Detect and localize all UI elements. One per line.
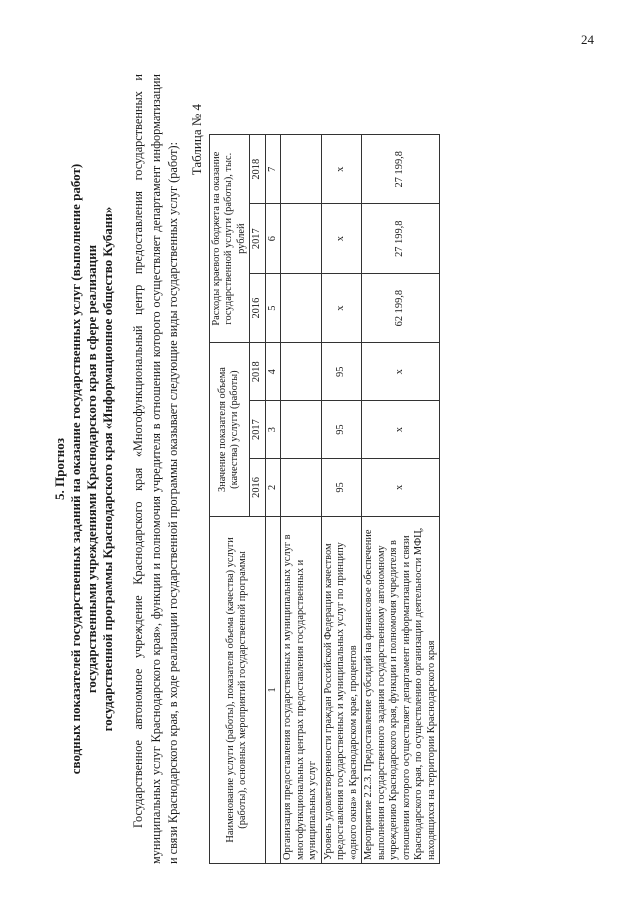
title-line-2: сводных показателей государственных заданий на оказание государственных услуг (выполнение работ)	[68, 163, 83, 774]
table-cell: x	[321, 273, 362, 342]
table-cell: 95	[321, 400, 362, 458]
col-number: 4	[265, 342, 281, 400]
table-cell: 95	[321, 342, 362, 400]
header-year: 2018	[250, 134, 266, 203]
col-number: 6	[265, 203, 281, 272]
forecast-table	[209, 134, 441, 864]
row-name: Организация предоставления государственных и муниципальных услуг в многофункциональных центрах предоставления государственных и муниципальных услуг	[281, 516, 322, 863]
table-cell: x	[321, 203, 362, 272]
table-cell	[281, 400, 322, 458]
table-cell: 27 199,8	[362, 134, 440, 203]
table-cell	[281, 273, 322, 342]
col-number: 2	[265, 458, 281, 516]
title-line-1: 5. Прогноз	[52, 437, 67, 500]
header-year: 2018	[250, 342, 266, 400]
header-year: 2017	[250, 203, 266, 272]
row-name: Уровень удовлетворенности граждан Российской Федерации качеством предоставления государственных и муниципальных услуг по принципу «одного окна» в Краснодарском крае, процентов	[321, 516, 362, 863]
header-year: 2016	[250, 273, 266, 342]
table-cell	[281, 458, 322, 516]
col-number: 7	[265, 134, 281, 203]
table-cell	[281, 134, 322, 203]
table-label: Таблица № 4	[188, 103, 204, 175]
table-cell	[281, 203, 322, 272]
rotated-page-content	[52, 74, 572, 864]
table-row	[281, 134, 322, 863]
document-title	[52, 74, 116, 864]
table-cell: 62 199,8	[362, 273, 440, 342]
col-number: 3	[265, 400, 281, 458]
title-line-4: государственной программы Краснодарского края «Информационное общество Кубани»	[100, 206, 115, 731]
table-row	[321, 134, 362, 863]
table-cell: x	[362, 342, 440, 400]
header-year: 2016	[250, 458, 266, 516]
header-year: 2017	[250, 400, 266, 458]
title-line-3: государственными учреждениями Краснодарского края в сфере реализации	[84, 244, 99, 693]
table-cell: x	[362, 458, 440, 516]
table-row	[362, 134, 440, 863]
row-name: Мероприятие 2.2.3. Предоставление субсидий на финансовое обеспечение выполнения государственного задания государственному автономному учреждению Краснодарского края, функции и полномочия учредителя в отношении которого осуществляет департамент информатизации и связи Краснодарского края, по осуществлению организации деятельности МФЦ, находящихся на территории Краснодарского края	[362, 516, 440, 863]
table-cell: 27 199,8	[362, 203, 440, 272]
page-number: 24	[581, 32, 594, 47]
table-cell	[281, 342, 322, 400]
col-number: 5	[265, 273, 281, 342]
header-budget-group: Расходы краевого бюджета на оказание государственной услуги (работы), тыс. рублей	[209, 134, 250, 342]
col-number: 1	[265, 516, 281, 863]
table-cell: 95	[321, 458, 362, 516]
table-cell: x	[362, 400, 440, 458]
header-name-col: Наименование услуги (работы), показателя объема (качества) услуги (работы), основных мероприятий государственной программы	[209, 516, 265, 863]
table-cell: x	[321, 134, 362, 203]
header-indicator-group: Значение показателя объема (качества) услуги (работы)	[209, 342, 250, 516]
intro-paragraph: Государственное автономное учреждение Краснодарского края «Многофункциональный центр предоставления государственных и муниципальных услуг Краснодарского края», функции и полномочия учредителя в отношении которого осуществляет департамент информатизации и связи Краснодарского края, в ходе реализации государственной программы оказывает следующие виды государственных услуг (работ):	[131, 73, 180, 864]
column-number-row	[265, 134, 281, 863]
